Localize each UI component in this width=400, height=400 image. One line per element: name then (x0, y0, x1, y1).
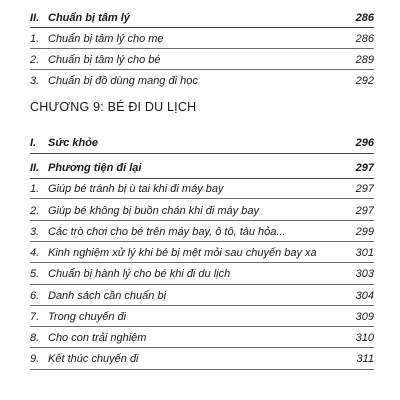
item-title: Chuẩn bị đồ dùng mang đi học (48, 75, 198, 87)
toc-section-i-health[interactable] (30, 134, 374, 152)
item-title: Trong chuyến đi (48, 311, 127, 323)
item-divider (30, 326, 374, 327)
chapter-heading: CHƯƠNG 9: BÉ ĐI DU LỊCH (30, 100, 197, 114)
section-title: Sức khỏe (48, 137, 99, 149)
section-page-number: 297 (355, 162, 374, 174)
item-number: 2. (30, 205, 40, 217)
section-title: Phương tiện đi lại (48, 162, 142, 174)
section-page-number: 286 (355, 12, 374, 24)
toc-item[interactable] (30, 202, 374, 220)
item-page-number: 309 (355, 311, 374, 323)
item-page-number: 299 (355, 226, 374, 238)
item-number: 6. (30, 290, 40, 302)
toc-item[interactable] (30, 244, 374, 262)
toc-item[interactable] (30, 30, 374, 48)
item-page-number: 289 (355, 54, 374, 66)
item-number: 8. (30, 332, 40, 344)
toc-item[interactable] (30, 308, 374, 326)
item-number: 2. (30, 54, 40, 66)
section-number: II. (30, 12, 40, 24)
item-number: 3. (30, 75, 40, 87)
item-number: 1. (30, 183, 40, 195)
toc-item[interactable] (30, 223, 374, 241)
item-divider (30, 69, 374, 70)
item-divider (30, 284, 374, 285)
item-number: 3. (30, 226, 40, 238)
item-number: 9. (30, 353, 40, 365)
item-number: 4. (30, 247, 40, 259)
item-divider (30, 220, 374, 221)
toc-section-ii-transport[interactable] (30, 159, 374, 177)
item-page-number: 304 (355, 290, 374, 302)
item-title: Danh sách cần chuẩn bị (48, 290, 167, 302)
item-divider (30, 369, 374, 370)
section-divider (30, 153, 374, 154)
toc-item[interactable] (30, 287, 374, 305)
section-divider (30, 178, 374, 179)
item-number: 1. (30, 33, 40, 45)
section-title: Chuẩn bị tâm lý (48, 12, 130, 24)
toc-item[interactable] (30, 180, 374, 198)
item-divider (30, 198, 374, 199)
item-title: Giúp bé không bị buồn chán khi đi máy bay (48, 205, 259, 217)
item-title: Giúp bé tránh bị ù tai khi đi máy bay (48, 183, 224, 195)
item-title: Chuẩn bị hành lý cho bé khi đi du lịch (48, 268, 231, 280)
item-title: Chuẩn bị tâm lý cho mẹ (48, 33, 164, 45)
item-title: Kết thúc chuyến đi (48, 353, 139, 365)
item-page-number: 297 (355, 205, 374, 217)
item-divider (30, 48, 374, 49)
item-page-number: 286 (355, 33, 374, 45)
item-page-number: 311 (356, 353, 374, 365)
item-page-number: 292 (355, 75, 374, 87)
item-divider (30, 347, 374, 348)
section-divider (30, 27, 374, 28)
toc-item[interactable] (30, 51, 374, 69)
section-number: II. (30, 162, 40, 174)
toc-item[interactable] (30, 350, 374, 368)
toc-section-ii-psychology[interactable] (30, 9, 374, 27)
item-page-number: 297 (355, 183, 374, 195)
item-page-number: 301 (355, 247, 374, 259)
item-divider (30, 262, 374, 263)
item-title: Cho con trải nghiệm (48, 332, 147, 344)
item-page-number: 303 (355, 268, 374, 280)
toc-item[interactable] (30, 265, 374, 283)
item-page-number: 310 (355, 332, 374, 344)
item-divider (30, 305, 374, 306)
section-page-number: 296 (355, 137, 374, 149)
item-title: Kinh nghiệm xử lý khi bé bị mệt mỏi sau chuyến bay xa (48, 247, 317, 259)
toc-item[interactable] (30, 72, 374, 90)
toc-item[interactable] (30, 329, 374, 347)
item-title: Các trò chơi cho bé trên máy bay, ô tô, tàu hỏa... (48, 226, 286, 238)
section-number: I. (30, 137, 37, 149)
item-title: Chuẩn bị tâm lý cho bé (48, 54, 161, 66)
item-number: 7. (30, 311, 40, 323)
item-number: 5. (30, 268, 40, 280)
item-divider (30, 241, 374, 242)
